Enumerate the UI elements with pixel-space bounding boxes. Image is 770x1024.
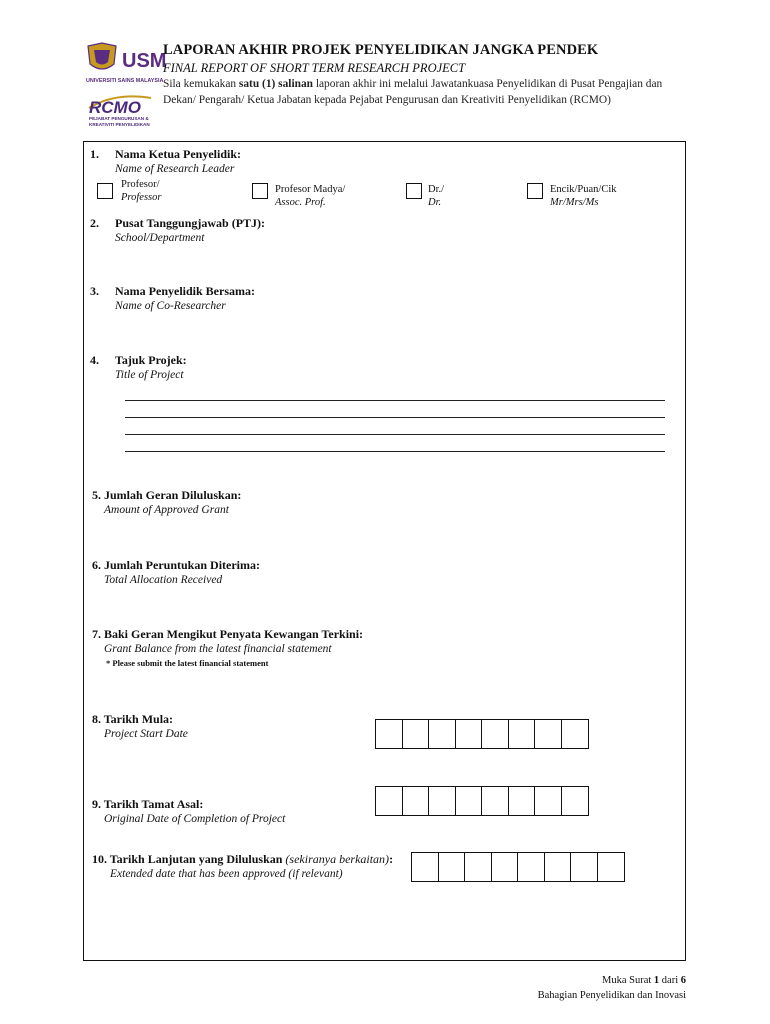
date-digit-box[interactable] <box>518 853 545 881</box>
date-digit-box[interactable] <box>403 787 430 815</box>
q8-label: 8. Tarikh Mula: <box>92 712 174 726</box>
form-frame <box>83 141 686 961</box>
option-mr-mrs-ms-en: Mr/Mrs/Ms <box>550 197 599 208</box>
option-mr-mrs-ms-ms: Encik/Puan/Cik <box>550 184 617 195</box>
date-digit-box[interactable] <box>535 720 562 748</box>
q1-label: Nama Ketua Penyelidik: <box>115 147 241 161</box>
option-assoc-prof-ms: Profesor Madya/ <box>275 184 346 195</box>
option-dr <box>428 183 444 209</box>
checkbox-dr[interactable] <box>406 183 422 199</box>
date-digit-box[interactable] <box>571 853 598 881</box>
q5-approved-grant <box>92 488 241 516</box>
date-digit-box[interactable] <box>403 720 430 748</box>
instructions-part-a: Sila kemukakan <box>163 78 239 90</box>
rcmo-logo-text: RCMO <box>89 98 141 117</box>
date-digit-box[interactable] <box>412 853 439 881</box>
completion-date-boxes[interactable] <box>375 786 589 816</box>
option-assoc-prof <box>275 183 345 209</box>
q2-ptj <box>90 216 265 244</box>
date-digit-box[interactable] <box>509 787 536 815</box>
date-digit-box[interactable] <box>482 720 509 748</box>
q3-label-en: Name of Co-Researcher <box>115 300 226 312</box>
date-digit-box[interactable] <box>482 787 509 815</box>
q7-label-en: Grant Balance from the latest financial statement <box>104 643 332 655</box>
q6-allocation-received <box>92 558 260 586</box>
page-number-current: 1 <box>653 975 660 986</box>
form-title: LAPORAN AKHIR PROJEK PENYELIDIKAN JANGKA PENDEK <box>163 42 599 58</box>
q1-number: 1. <box>90 147 99 161</box>
q7-grant-balance <box>92 627 363 655</box>
instructions-bold: satu (1) salinan <box>238 78 313 90</box>
q1-label-en: Name of Research Leader <box>115 163 235 175</box>
date-digit-box[interactable] <box>545 853 572 881</box>
q3-number: 3. <box>90 284 99 298</box>
title-line-4[interactable] <box>125 451 665 452</box>
q10-label-italic: (sekiranya berkaitan) <box>282 852 390 866</box>
q2-label-en: School/Department <box>115 232 205 244</box>
q8-start-date <box>92 712 188 740</box>
page-number <box>602 975 686 986</box>
rcmo-logo-caption-2: KREATIVITI PENYELIDIKAN <box>89 122 150 127</box>
date-digit-box[interactable] <box>562 720 589 748</box>
option-dr-ms: Dr./ <box>428 184 445 195</box>
q6-label-en: Total Allocation Received <box>104 574 223 586</box>
title-line-2[interactable] <box>125 417 665 418</box>
q10-label: 10. Tarikh Lanjutan yang Diluluskan <box>92 852 283 866</box>
rcmo-logo <box>85 92 155 128</box>
checkbox-mr-mrs-ms[interactable] <box>527 183 543 199</box>
q4-label-en: Title of Project <box>115 369 184 381</box>
date-digit-box[interactable] <box>456 720 483 748</box>
form-instructions <box>163 76 693 108</box>
title-line-1[interactable] <box>125 400 665 401</box>
option-dr-en: Dr. <box>428 197 442 208</box>
page-number-prefix: Muka Surat <box>602 975 654 986</box>
q5-label: 5. Jumlah Geran Diluluskan: <box>92 488 242 502</box>
q8-label-en: Project Start Date <box>104 728 188 740</box>
q4-label: Tajuk Projek: <box>115 353 187 367</box>
q10-extended-date <box>92 852 393 880</box>
checkbox-professor[interactable] <box>97 183 113 199</box>
title-line-3[interactable] <box>125 434 665 435</box>
option-mr-mrs-ms <box>550 183 617 209</box>
date-digit-box[interactable] <box>535 787 562 815</box>
date-digit-box[interactable] <box>465 853 492 881</box>
q7-note: * Please submit the latest financial statement <box>106 658 269 668</box>
q3-co-researcher <box>90 284 255 312</box>
start-date-boxes[interactable] <box>375 719 589 749</box>
checkbox-assoc-prof[interactable] <box>252 183 268 199</box>
q4-number: 4. <box>90 353 99 367</box>
q2-label: Pusat Tanggungjawab (PTJ): <box>115 216 266 230</box>
q2-number: 2. <box>90 216 99 230</box>
page-number-total: 6 <box>680 975 686 986</box>
q5-label-en: Amount of Approved Grant <box>104 504 229 516</box>
date-digit-box[interactable] <box>562 787 589 815</box>
q7-label: 7. Baki Geran Mengikut Penyata Kewangan Terkini: <box>92 627 364 641</box>
option-assoc-prof-en: Assoc. Prof. <box>275 197 326 208</box>
q9-label: 9. Tarikh Tamat Asal: <box>92 797 204 811</box>
date-digit-box[interactable] <box>429 720 456 748</box>
option-professor-ms: Profesor/ <box>121 179 160 190</box>
q1-research-leader <box>90 147 241 175</box>
date-digit-box[interactable] <box>376 787 403 815</box>
q9-original-completion <box>92 797 285 825</box>
q10-label-colon: : <box>389 852 394 866</box>
footer-department: Bahagian Penyelidikan dan Inovasi <box>537 990 686 1001</box>
rcmo-logo-caption-1: PEJABAT PENGURUSAN & <box>89 116 149 121</box>
q3-label: Nama Penyelidik Bersama: <box>115 284 255 298</box>
q6-label: 6. Jumlah Peruntukan Diterima: <box>92 558 260 572</box>
form-subtitle: FINAL REPORT OF SHORT TERM RESEARCH PROJECT <box>163 61 466 75</box>
option-professor-en: Professor <box>121 192 162 203</box>
date-digit-box[interactable] <box>598 853 625 881</box>
instructions-part-b: laporan akhir ini melalui Jawatankuasa Penyelidikan di Pusat Pengajian dan Dekan/ Pengarah/ Ketua Jabatan kepada Pejabat Pengurusan dan Kreativiti Penyelidikan (RCMO) <box>163 78 663 106</box>
date-digit-box[interactable] <box>456 787 483 815</box>
usm-logo <box>85 40 167 86</box>
q9-label-en: Original Date of Completion of Project <box>104 813 286 825</box>
usm-logo-text: USM <box>122 50 167 72</box>
usm-logo-caption: UNIVERSITI SAINS MALAYSIA <box>86 78 164 84</box>
extended-date-boxes[interactable] <box>411 852 625 882</box>
date-digit-box[interactable] <box>376 720 403 748</box>
option-professor <box>121 178 161 204</box>
q10-label-en: Extended date that has been approved (if relevant) <box>110 868 343 880</box>
q4-project-title <box>90 353 187 381</box>
date-digit-box[interactable] <box>439 853 466 881</box>
page-number-sep: dari <box>659 975 681 986</box>
date-digit-box[interactable] <box>509 720 536 748</box>
date-digit-box[interactable] <box>429 787 456 815</box>
date-digit-box[interactable] <box>492 853 519 881</box>
